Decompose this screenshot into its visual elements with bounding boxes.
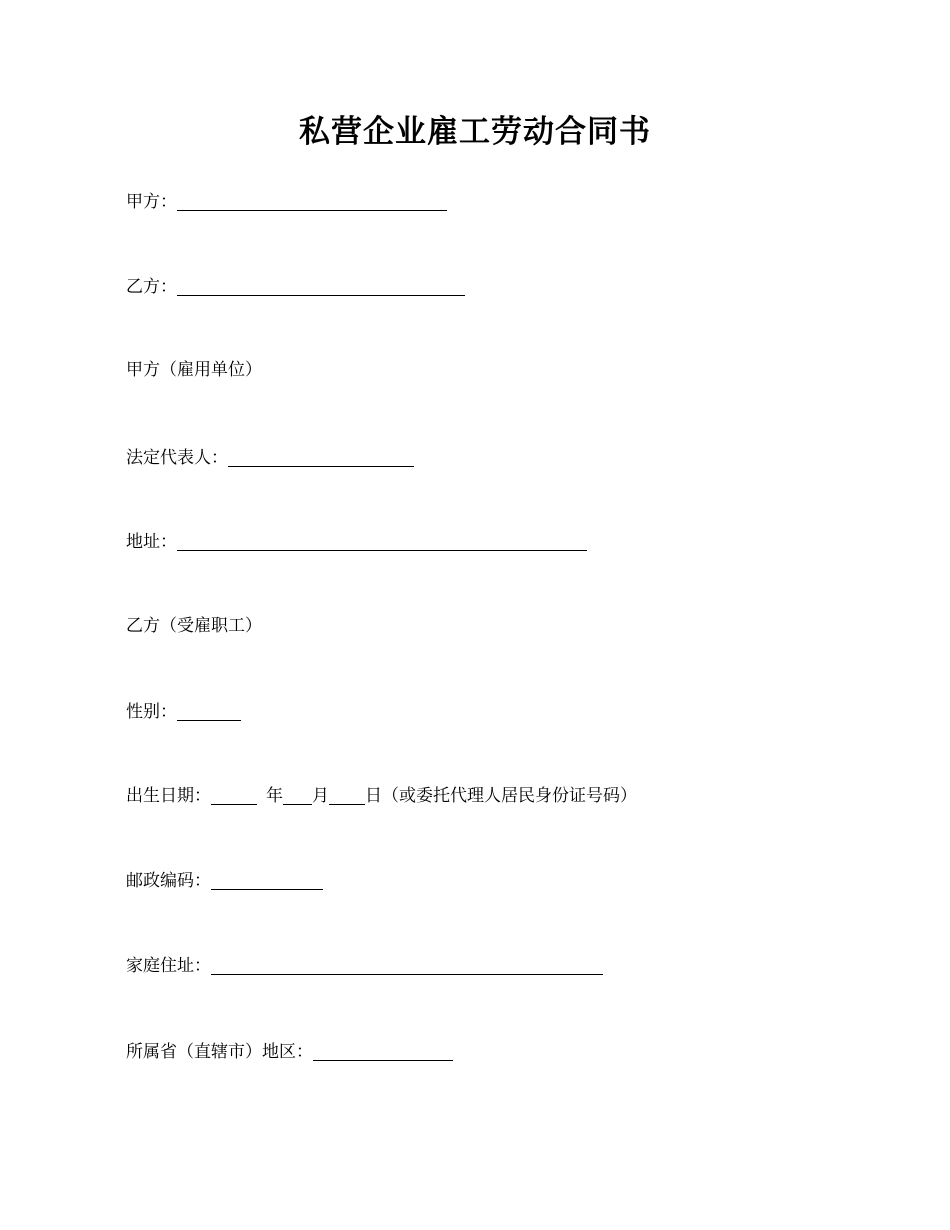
gender-blank bbox=[177, 702, 241, 721]
home-address-blank bbox=[211, 956, 603, 975]
legal-rep-label: 法定代表人： bbox=[126, 448, 228, 468]
legal-rep-line bbox=[126, 446, 414, 470]
birth-month-unit: 月 bbox=[312, 786, 329, 806]
gender-label: 性别： bbox=[126, 702, 177, 722]
home-address-label: 家庭住址： bbox=[126, 956, 211, 976]
party-a-employer-line bbox=[126, 358, 262, 382]
birth-month-blank bbox=[283, 786, 312, 805]
birth-year-unit: 年 bbox=[266, 786, 283, 806]
document-title: 私营企业雇工劳动合同书 bbox=[299, 114, 651, 150]
address-line bbox=[126, 530, 587, 554]
party-b-line bbox=[126, 275, 465, 299]
postal-code-blank bbox=[211, 871, 323, 890]
party-a-line bbox=[126, 190, 447, 214]
birth-date-line bbox=[126, 784, 637, 808]
postal-code-line bbox=[126, 869, 323, 893]
party-b-blank bbox=[177, 277, 465, 296]
province-region-blank bbox=[313, 1042, 453, 1061]
postal-code-label: 邮政编码： bbox=[126, 871, 211, 891]
birth-date-label: 出生日期： bbox=[126, 786, 211, 806]
birth-day-unit: 日 bbox=[365, 786, 382, 806]
legal-rep-blank bbox=[228, 448, 414, 467]
birth-year-blank bbox=[211, 786, 257, 805]
party-b-employee-line bbox=[126, 614, 262, 638]
address-blank bbox=[177, 532, 587, 551]
address-label: 地址： bbox=[126, 532, 177, 552]
birth-day-blank bbox=[329, 786, 365, 805]
gender-line bbox=[126, 700, 241, 724]
party-a-blank bbox=[177, 192, 447, 211]
birth-date-note: （或委托代理人居民身份证号码） bbox=[382, 786, 637, 806]
party-a-employer-label: 甲方（雇用单位） bbox=[126, 360, 262, 380]
party-a-label: 甲方： bbox=[126, 192, 177, 212]
home-address-line bbox=[126, 954, 603, 978]
party-b-employee-label: 乙方（受雇职工） bbox=[126, 616, 262, 636]
province-region-line bbox=[126, 1040, 453, 1064]
province-region-label: 所属省（直辖市）地区： bbox=[126, 1042, 313, 1062]
party-b-label: 乙方： bbox=[126, 277, 177, 297]
